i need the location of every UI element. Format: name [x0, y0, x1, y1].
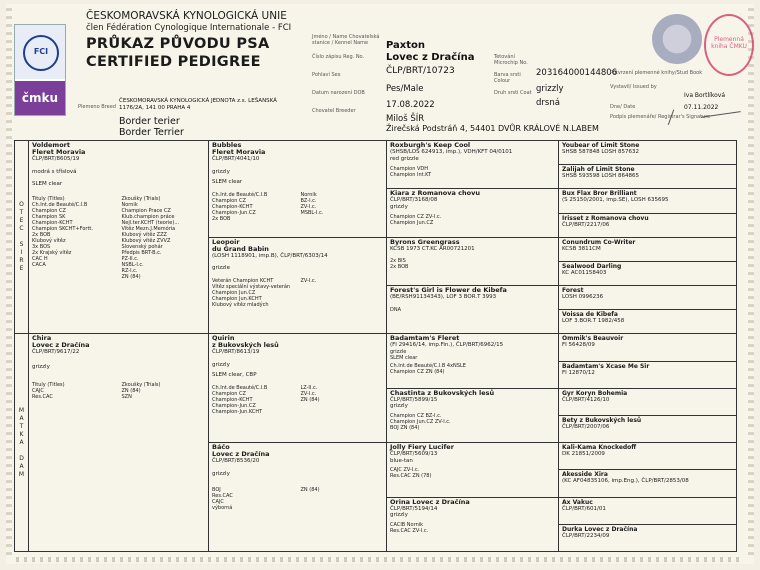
- perforation-left: [6, 8, 12, 560]
- g4-cell: Gyr Koryn Bohemia ČLP/BRT/4126/10: [559, 388, 737, 415]
- sds-cell: Byrons Greengrass KCSB 1973 CT.KC AR00721201 2x BIS 2x BOB: [387, 237, 559, 285]
- issued-by: Iva Bortlíková: [684, 92, 726, 99]
- dam-sire-cell: Quirin z Bukovských lesů ČLP/BRT/8613/19 grizzly SLEM clear, CBP Ch.Int.de Beauté/C.I.B Champion CZ Champion-KCHT Champion-Jun.CZ Champion-Jun.KCHT LZ-II.c. ZV-I.c. ZN (84): [209, 334, 387, 443]
- g4-cell: Durka Lovec z Dračína ČLP/BRT/2234/09: [559, 524, 737, 551]
- fci-emblem: [15, 25, 65, 79]
- sire-dam-cell: Leopoir du Grand Babin (LOSH 1118901, imp.B), ČLP/BRT/6303/14 grizzle Veterán Champion KCHT Vítěz speciální výstavy-veterán Champion Jun.CZ Champion Jun.KCHT Klubový vítěz mladých ZV-I.c.: [209, 237, 387, 334]
- org-fci-member: člen Fédération Cynologique Internationale - FCI: [86, 23, 292, 33]
- sire-sire-cell: Bubbles Fleret Moravia ČLP/BRT/4041/10 grizzly SLEM clear Ch.Int.de Beauté/C.I.B Champion CZ Champion-KCHT Champion-Jun.CZ 2x BOB Nornik BZ-I.c. ZV-I.c. MSBL-I.c.: [209, 141, 387, 238]
- fci-icon: FCI: [23, 35, 59, 71]
- breed-cz: Border terier: [119, 116, 180, 127]
- sire-health: SLEM clear: [32, 181, 63, 187]
- sire-kennel: Fleret Moravia: [32, 148, 86, 156]
- dog-sex: Pes/Male: [386, 84, 424, 94]
- breed-en: Border Terrier: [119, 127, 184, 138]
- breed-label: Plemeno Breed: [78, 104, 116, 110]
- dog-reg: ČLP/BRT/10723: [386, 66, 455, 76]
- hologram-seal-icon: [652, 14, 702, 64]
- breeding-org-address: ČESKOMORAVSKÁ KYNOLOGICKÁ JEDNOTA z.s. LEŠANSKÁ 1176/2A, 141 00 PRAHA 4: [119, 98, 277, 111]
- g4-cell: Irisset z Romanova chovu ČLP/BRT/2217/06: [559, 213, 737, 237]
- sire-trials: Zkoušky (Trials) Nornik Champion Prace CZ Klub.champion práce Nejl.ter.KCHT (teorie)... Vítěz Mezn.J.Memória Klubový vítěz ZZZ Klubový vítěz ZVVZ Slovenský pohár Předpis BRT-B.c. PZ-II.c. NSBL-I.c. RZ-I.c. ZN (84): [121, 195, 180, 280]
- title-cz: PRŮKAZ PŮVODU PSA: [86, 36, 270, 52]
- dog-breeder-address: Žirečská Podstráň 4, 54401 DVŮR KRÁLOVÉ N.LABEM: [386, 124, 599, 133]
- dds-cell: Jolly Fiery Lucifer ČLP/BRT/5609/13 blue-tan CAJC ZV-I.c. Res.CAC ZN (78): [387, 443, 559, 497]
- dog-chip: 203164000144806: [536, 68, 618, 78]
- label-issued-by: Vystavil/ Issued by: [610, 84, 657, 90]
- g4-cell: Kali-Kama Knockedoff DK 21851/2009: [559, 443, 737, 470]
- stud-book-stamp: [704, 14, 754, 76]
- label-breeder: Chovatel Breeder: [312, 108, 356, 114]
- sire-color: modrá s tříslová: [32, 168, 77, 175]
- g4-cell: Ax Vakuc ČLP/BRT/601/01: [559, 497, 737, 524]
- label-name: Jméno / Name Chovatelská stanice / Kennel Name: [312, 34, 380, 46]
- label-chip: Tetování Microchip No.: [494, 54, 528, 66]
- g4-cell: Forest LOSH 0996236: [559, 286, 737, 310]
- g4-cell: Akesside Xira (KC AF04835106, imp.Eng.), ČLP/BRT/2853/08: [559, 470, 737, 497]
- g4-cell: Sealwood Darling KC AC01158403: [559, 261, 737, 285]
- sire-reg: ČLP/BRT/8605/19: [32, 156, 80, 162]
- title-en: CERTIFIED PEDIGREE: [86, 54, 261, 70]
- label-coat: Druh srsti Coat: [494, 90, 532, 96]
- sss-cell: Roxburgh's Keep Cool (SHSB/LOS 624913, imp.), VDH/KFT 04/0101 red grizzle Champion VDH Champion Int.KT: [387, 141, 559, 189]
- sire-name: Voldemort: [32, 141, 70, 149]
- g4-cell: Conundrum Co-Writer KCSB 3811CM: [559, 237, 737, 261]
- g4-cell: Zalijah of Limit Stone SHSB 593598 LOSH 864865: [559, 165, 737, 189]
- side-sire: O T E C S I R E: [15, 141, 29, 334]
- cmku-logo: [14, 24, 66, 116]
- perforation-bottom: [16, 557, 744, 562]
- dog-dob: 17.08.2022: [386, 100, 435, 110]
- org-name: ČESKOMORAVSKÁ KYNOLOGICKÁ UNIE: [86, 10, 287, 22]
- label-signature: Podpis plemenáře/ Registrar's Signature: [610, 114, 711, 120]
- label-stud-book: Potvrzení plemenné knihy/Stud Book: [610, 70, 703, 76]
- g4-cell: Youbear of Limit Stone SHSB 587848 LOSH 857632: [559, 141, 737, 165]
- g4-cell: Bux Flax Bror Brilliant (S 25150/2001, imp.SE), LOSH 635695: [559, 189, 737, 213]
- label-sex: Pohlaví Sex: [312, 72, 341, 78]
- g4-cell: Voissa de Kibefa LOF 3.BOR.T 1982/458: [559, 310, 737, 334]
- cmku-icon: čmku: [15, 81, 65, 115]
- issued-date: 07.11.2022: [684, 104, 719, 111]
- ssd-cell: Kiara z Romanova chovu ČLP/BRT/3168/08 grizzly Champion CZ ZV-I.c. Champion Jun.CZ: [387, 189, 559, 237]
- label-dob: Datum narození DOB: [312, 90, 365, 96]
- sdd-cell: Forest's Girl is Flower de Kibefa (BE/RSH91134343), LOF 3 BOR.T 3993 DNA: [387, 286, 559, 334]
- label-color: Barva srsti Colour: [494, 72, 521, 84]
- g4-cell: Bety z Bukovských lesů ČLP/BRT/2007/06: [559, 415, 737, 442]
- sire-cell: [29, 141, 209, 334]
- dog-kennel: Lovec z Dračína: [386, 52, 475, 63]
- pedigree-table: [14, 140, 737, 552]
- dam-dam-cell: Báčo Lovec z Dračína ČLP/BRT/8536/20 grizzly BOJ Res.CAC CAJC výborná ZN (84): [209, 443, 387, 552]
- dog-coat: drsná: [536, 98, 560, 108]
- perforation-right: [748, 8, 754, 560]
- dam-cell: Chira Lovec z Dračína ČLP/BRT/9617/22 grizzly Tituly (Titles) CAJC Res.CAC Zkoušky (Trials) ZN (84) SZN: [29, 334, 209, 552]
- ddd-cell: Orina Lovec z Dračína ČLP/BRT/5194/14 grizzly CACIB Nornik Res.CAC ZV-I.c.: [387, 497, 559, 552]
- label-date: Dne/ Date: [610, 104, 636, 110]
- dog-name: Paxton: [386, 40, 426, 51]
- dog-breeder: Miloš ŠÍR: [386, 114, 425, 124]
- dss-cell: Badamtam's Fleret (FI 29416/14, imp.Fin.), ČLP/BRT/6962/15 grizzle SLEM clear Ch.Int.de Beauté/C.I.B 4xNSLE Champion CZ ZN (84): [387, 334, 559, 388]
- g4-cell: Badamtam's Xcase Me Sir FI 12870/12: [559, 361, 737, 388]
- stamp-text: Plemenná kniha ČMKU: [711, 36, 747, 50]
- label-reg: Číslo zápisu Reg. No.: [312, 54, 365, 60]
- sire-titles: Tituly (Titles) Ch.Int.de Beauté/C.I.B Champion CZ Champion SK Champion-KCHT Champion SKCHT+Fortt. 2x BOB Klubový vítěz 3x BOS 2x Krajský vítěz CAC H CACA: [32, 195, 93, 268]
- g4-cell: Ommik's Beauvoir FI 56428/09: [559, 334, 737, 361]
- dog-color: grizzly: [536, 84, 564, 94]
- side-dam: M A T K A D A M: [15, 334, 29, 552]
- dsd-cell: Chastinta z Bukovských lesů ČLP/BRT/5899/15 grizzly Champion CZ BZ-I.c. Champion Jun.CZ ZV-I.c. BOJ ZN (84): [387, 388, 559, 442]
